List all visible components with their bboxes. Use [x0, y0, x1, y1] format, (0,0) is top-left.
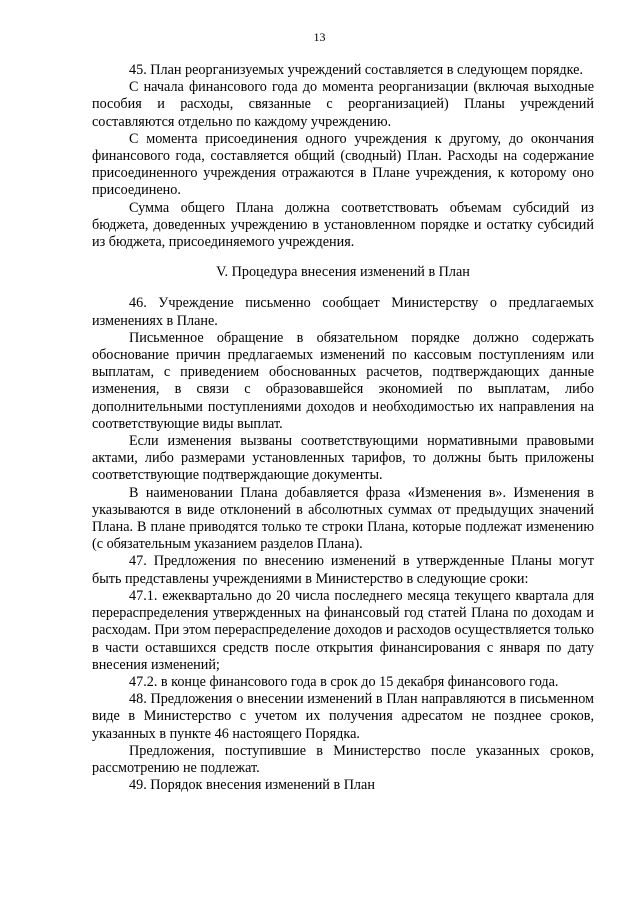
paragraph-49: 49. Порядок внесения изменений в План — [129, 777, 375, 794]
paragraph-plan-title: В наименовании Плана добавляется фраза «Изменения в». Изменения в указываются в виде отклонений в абсолютных суммах от предыдущих значений Плана. В плане приводятся только те строки Плана, которые подлежат изменению (с обязательным указанием разделов Плана). — [92, 484, 594, 553]
page-number: 13 — [313, 30, 326, 44]
paragraph-merger: С момента присоединения одного учреждения к другому, до окончания финансового года, составляется общий (сводный) План. Расходы на содержание присоединенного учреждения отражаются в Плане учреждения, к которому оно присоединено. — [92, 130, 594, 199]
paragraph-normative-acts: Если изменения вызваны соответствующими нормативными правовыми актами, либо размерами установленных тарифов, то должны быть приложены соответствующие подтверждающие документы. — [92, 433, 594, 484]
paragraph-47-1: 47.1. ежеквартально до 20 числа последнего месяца текущего квартала для перераспределения утвержденных на финансовый год статей Плана по доходам и расходам. При этом перераспределение доходов и расходов осуществляется только в части оставшихся средств после открытия финансирования с января по дату внесения изменений; — [92, 587, 594, 673]
paragraph-47: 47. Предложения по внесению изменений в утвержденные Планы могут быть представлены учреждениями в Министерство в следующие сроки: — [92, 553, 594, 587]
paragraph-48: 48. Предложения о внесении изменений в План направляются в письменном виде в Министерство с учетом их получения адресатом не позднее сроков, указанных в пункте 46 настоящего Порядка. — [92, 691, 594, 742]
document-body — [92, 62, 594, 794]
paragraph-46: 46. Учреждение письменно сообщает Министерству о предлагаемых изменениях в Плане. — [92, 295, 594, 329]
section-heading: V. Процедура внесения изменений в План — [216, 264, 470, 281]
paragraph-45: 45. План реорганизуемых учреждений составляется в следующем порядке. — [129, 62, 584, 78]
paragraph-late-proposals: Предложения, поступившие в Министерство после указанных сроков, рассмотрению не подлежат. — [92, 742, 594, 776]
paragraph-47-2: 47.2. в конце финансового года в срок до 15 декабря финансового года. — [129, 673, 559, 690]
paragraph-written-request: Письменное обращение в обязательном порядке должно содержать обоснование причин предлагаемых изменений по кассовым поступлениям или выплатам, с приведением обоснованных расчетов, подтверждающих данные изменения, в связи с образовавшейся экономией по выплатам, либо дополнительными поступлениями доходов и необходимостью их направления на соответствующие виды выплат. — [92, 329, 594, 432]
paragraph-reorg-start: С начала финансового года до момента реорганизации (включая выходные пособия и расходы, связанные с реорганизацией) Планы учреждений составляются отдельно по каждому учреждению. — [92, 79, 594, 130]
paragraph-sum: Сумма общего Плана должна соответствовать объемам субсидий из бюджета, доведенных учреждению в установленном порядке и остатку субсидий из бюджета, присоединяемого учреждения. — [92, 199, 594, 251]
